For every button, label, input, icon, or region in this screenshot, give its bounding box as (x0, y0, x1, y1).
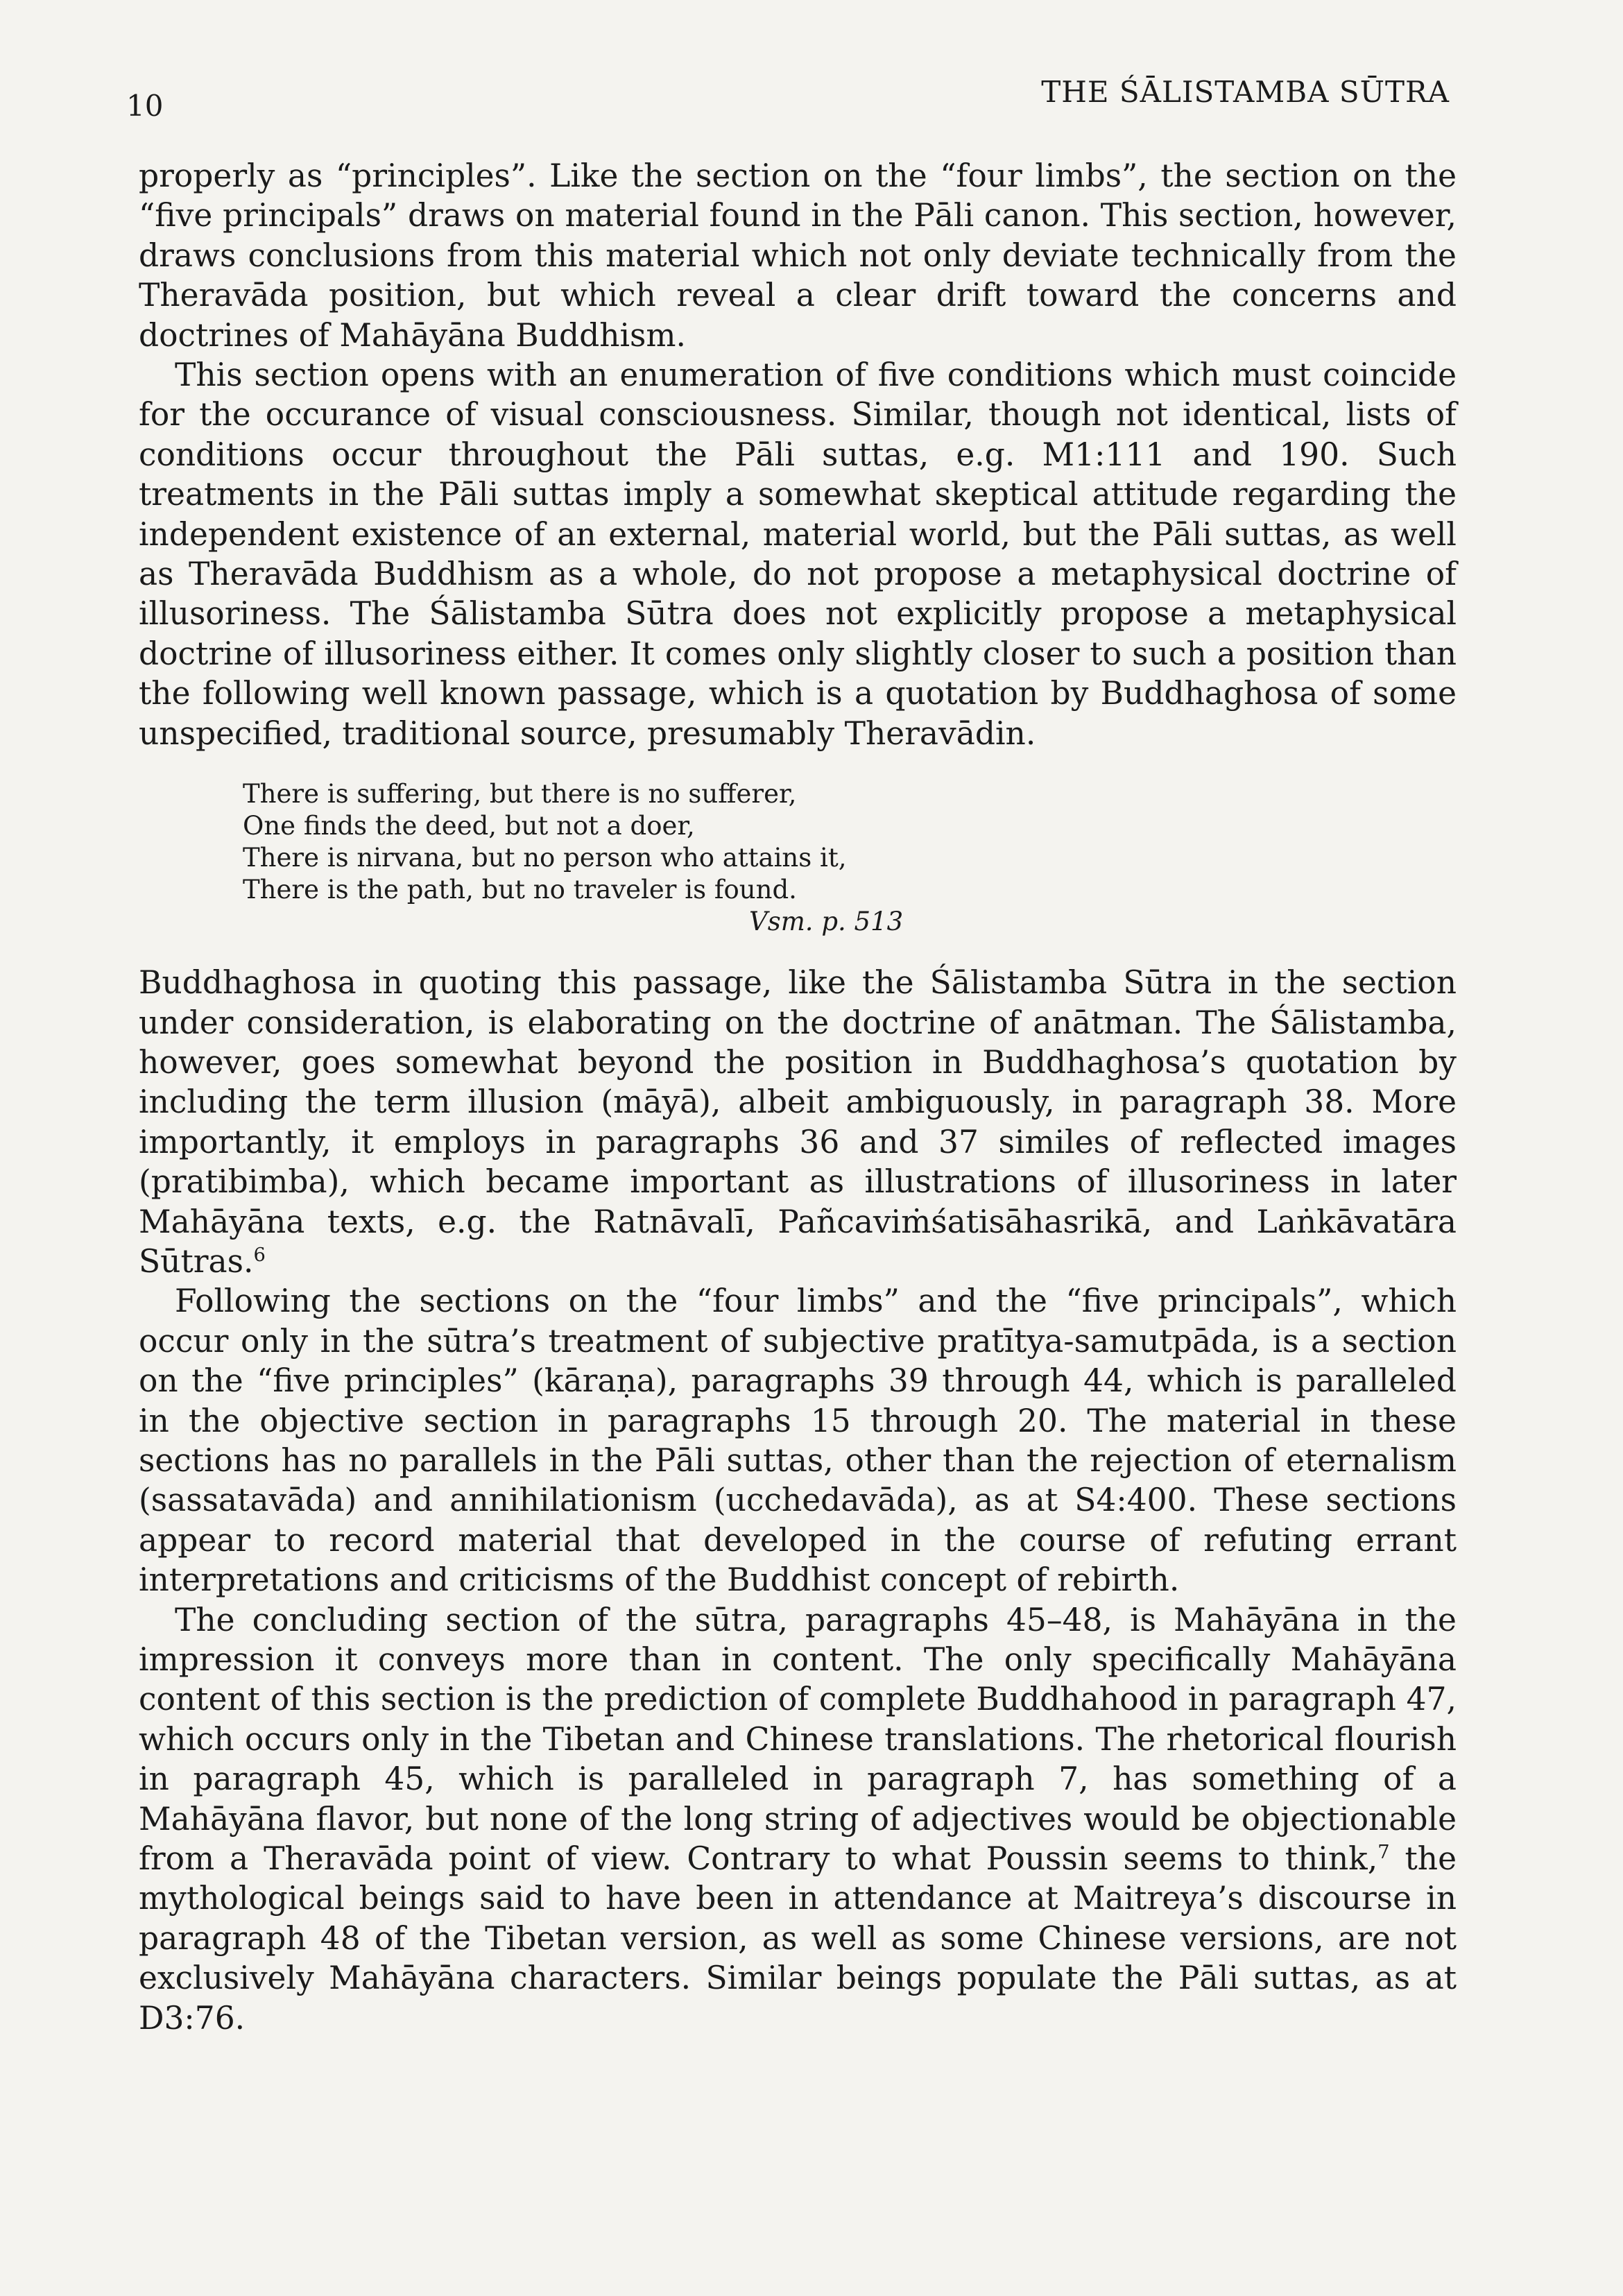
paragraph-2: This section opens with an enumeration of five conditions which must coincide for the occurance of visual consciousness. Similar, though not identical, lists of conditions occur throughout the Pāli suttas, e.g. M1:111 and 190. Such treatments in the Pāli suttas imply a somewhat skeptical attitude regarding the independent existence of an external, material world, but the Pāli suttas, as well as Theravāda Buddhism as a whole, do not propose a metaphysical doctrine of illusoriness. The Śālistamba Sūtra does not explicitly propose a metaphysical doctrine of illusoriness either. It comes only slightly closer to such a position than the following well known passage, which is a quotation by Buddhaghosa of some unspecified, traditional source, presumably Theravādin. (139, 357, 1457, 752)
quote-line: There is nirvana, but no person who attains it, (243, 843, 847, 873)
footnote-marker: 7 (1377, 1841, 1390, 1863)
paragraph-4: Following the sections on the “four limbs” and the “five principals”, which occur only in the sūtra’s treatment of subjective pratītya-samutpāda, is a section on the “five principles” (kāraṇa), paragraphs 39 through 44, which is paralleled in the objective section in paragraphs 15 through 20. The material in these sections has no parallels in the Pāli suttas, other than the rejection of eternalism (sassatavāda) and annihilationism (ucchedavāda), as at S4:400. These sections appear to record material that developed in the course of refuting errant interpretations and criticisms of the Buddhist concept of rebirth. (139, 1283, 1457, 1599)
quote-citation: Vsm. p. 513 (749, 907, 904, 937)
body-text (139, 156, 1457, 2038)
paragraph-5-text: the mythological beings said to have been in attendance at Maitreya’s discourse in paragraph 48 of the Tibetan version, as well as some Chinese versions, are not exclusively Mahāyāna characters. Similar beings populate the Pāli suttas, as at D3:76. (139, 1840, 1457, 2037)
quote-line: There is suffering, but there is no sufferer, (243, 779, 797, 809)
paragraph-1: properly as “principles”. Like the section on the “four limbs”, the section on the “five principals” draws on material found in the Pāli canon. This section, however, draws conclusions from this material which not only deviate technically from the Theravāda position, but which reveal a clear drift toward the concerns and doctrines of Mahāyāna Buddhism. (139, 157, 1457, 354)
quote-line: There is the path, but no traveler is found. (243, 875, 797, 905)
paragraph-3-text: Buddhaghosa in quoting this passage, like the Śālistamba Sūtra in the section under consideration, is elaborating on the doctrine of anātman. The Śālistamba, however, goes somewhat beyond the position in Buddhaghosa’s quotation by including the term illusion (māyā), albeit ambiguously, in paragraph 38. More importantly, it employs in paragraphs 36 and 37 similes of reflected images (pratibimba), which became important as illustrations of illusoriness in later Mahāyāna texts, e.g. the Ratnāvalī, Pañcaviṁśatisāhasrikā, and Laṅkāvatāra Sūtras. (139, 964, 1457, 1280)
page-header (126, 75, 1450, 123)
paragraph-5 (139, 1600, 1457, 2038)
block-quote (243, 778, 1457, 938)
quote-line: One finds the deed, but not a doer, (243, 811, 695, 841)
running-title: THE ŚĀLISTAMBA SŪTRA (1041, 75, 1450, 109)
paragraph-3 (139, 963, 1457, 1281)
paragraph-5-text: The concluding section of the sūtra, paragraphs 45–48, is Mahāyāna in the impression it conveys more than in content. The only specifically Mahāyāna content of this section is the prediction of complete Buddhahood in paragraph 47, which occurs only in the Tibetan and Chinese translations. The rhetorical flourish in paragraph 45, which is paralleled in paragraph 7, has something of a Mahāyāna flavor, but none of the long string of adjectives would be objectionable from a Theravāda point of view. Contrary to what Poussin seems to think, (139, 1601, 1457, 1878)
footnote-marker: 6 (253, 1244, 266, 1266)
page-number: 10 (126, 89, 164, 123)
